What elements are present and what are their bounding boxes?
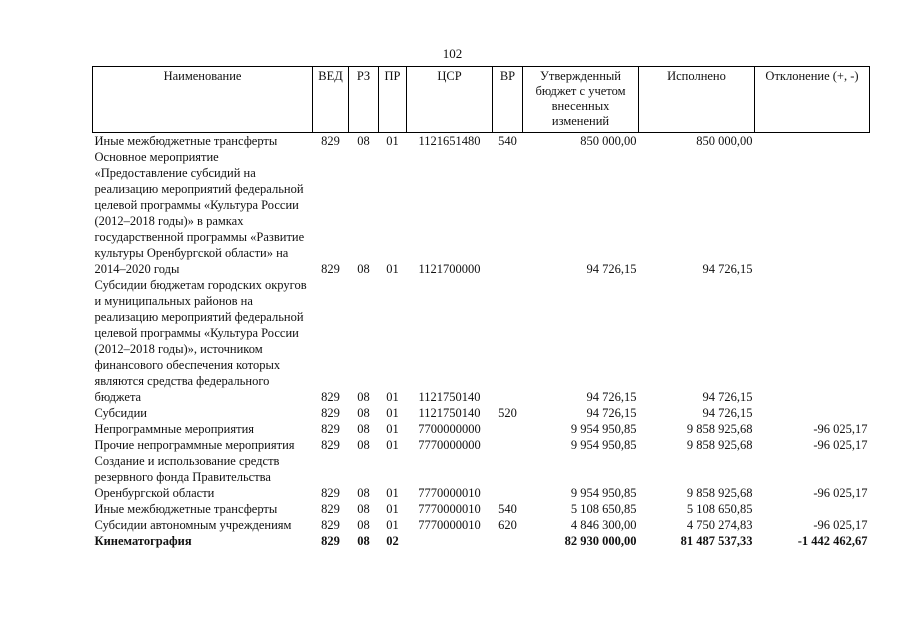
cell-approved: 94 726,15 <box>586 406 637 420</box>
cell-deviation <box>755 277 870 405</box>
table-row <box>93 533 870 549</box>
header-approved: Утвержденный бюджет с учетом внесенных изменений <box>523 67 639 133</box>
header-name: Наименование <box>93 67 313 133</box>
cell-approved: 5 108 650,85 <box>570 502 637 516</box>
cell-pr: 02 <box>386 534 399 548</box>
cell-rz: 08 <box>357 422 370 436</box>
cell-executed: 9 858 925,68 <box>686 438 753 452</box>
cell-approved: 9 954 950,85 <box>570 486 637 500</box>
header-row <box>93 67 870 133</box>
cell-name: Иные межбюджетные трансферты <box>94 502 278 516</box>
header-csr: ЦСР <box>407 67 493 133</box>
cell-approved: 4 846 300,00 <box>570 518 637 532</box>
cell-ved: 829 <box>321 534 340 548</box>
cell-vr <box>493 437 523 453</box>
cell-vr <box>493 533 523 549</box>
cell-approved: 9 954 950,85 <box>570 422 637 436</box>
cell-ved: 829 <box>321 438 340 452</box>
table-body <box>93 133 870 550</box>
cell-ved: 829 <box>321 486 340 500</box>
table-row <box>93 437 870 453</box>
cell-name: Иные межбюджетные трансферты <box>94 134 278 148</box>
cell-csr: 1121750140 <box>418 406 481 420</box>
cell-vr <box>493 277 523 405</box>
cell-csr: 7770000000 <box>418 438 481 452</box>
cell-rz: 08 <box>357 438 370 452</box>
cell-csr: 7770000010 <box>418 486 481 500</box>
header-rz: РЗ <box>349 67 379 133</box>
cell-name: Субсидии <box>94 406 147 420</box>
cell-rz: 08 <box>357 486 370 500</box>
cell-csr: 7700000000 <box>418 422 481 436</box>
cell-ved: 829 <box>321 262 340 276</box>
cell-deviation: -96 025,17 <box>813 438 868 452</box>
cell-csr <box>407 533 493 549</box>
cell-pr: 01 <box>386 486 399 500</box>
cell-deviation: -96 025,17 <box>813 518 868 532</box>
cell-executed: 5 108 650,85 <box>686 502 753 516</box>
cell-vr: 540 <box>498 502 517 516</box>
table-row <box>93 149 870 277</box>
table-row <box>93 453 870 501</box>
header-ved: ВЕД <box>313 67 349 133</box>
cell-deviation <box>755 133 870 150</box>
cell-rz: 08 <box>357 534 370 548</box>
cell-pr: 01 <box>386 406 399 420</box>
cell-vr: 520 <box>498 406 517 420</box>
cell-csr: 7770000010 <box>418 518 481 532</box>
table-row <box>93 277 870 405</box>
cell-rz: 08 <box>357 390 370 404</box>
cell-executed: 94 726,15 <box>702 390 753 404</box>
cell-csr: 7770000010 <box>418 502 481 516</box>
cell-executed: 9 858 925,68 <box>686 422 753 436</box>
cell-approved: 94 726,15 <box>586 262 637 276</box>
table-row <box>93 405 870 421</box>
cell-vr: 620 <box>498 518 517 532</box>
cell-executed: 94 726,15 <box>702 406 753 420</box>
cell-ved: 829 <box>321 134 340 148</box>
cell-ved: 829 <box>321 422 340 436</box>
cell-executed: 81 487 537,33 <box>680 534 753 548</box>
table-row <box>93 421 870 437</box>
header-deviation: Отклонение (+, -) <box>755 67 870 133</box>
budget-table <box>92 66 870 549</box>
cell-deviation <box>755 501 870 517</box>
cell-executed: 4 750 274,83 <box>686 518 753 532</box>
cell-name: Субсидии автономным учреждениям <box>94 518 292 532</box>
cell-ved: 829 <box>321 502 340 516</box>
cell-pr: 01 <box>386 502 399 516</box>
cell-pr: 01 <box>386 262 399 276</box>
cell-csr: 1121750140 <box>418 390 481 404</box>
cell-pr: 01 <box>386 438 399 452</box>
cell-approved: 850 000,00 <box>580 134 637 148</box>
cell-name: Основное мероприятие «Предоставление субсидий на реализацию мероприятий федеральной целевой программы «Культура России (2012–2018 годы)» в рамках государственной программы «Развитие культуры Оренбургской области» на 2014–2020 годы <box>94 150 305 276</box>
cell-pr: 01 <box>386 390 399 404</box>
cell-name: Кинематография <box>94 534 192 548</box>
cell-vr <box>493 421 523 437</box>
cell-vr: 540 <box>498 134 517 148</box>
cell-vr <box>493 453 523 501</box>
cell-approved: 9 954 950,85 <box>570 438 637 452</box>
cell-pr: 01 <box>386 518 399 532</box>
cell-rz: 08 <box>357 134 370 148</box>
cell-deviation: -96 025,17 <box>813 486 868 500</box>
table-row <box>93 517 870 533</box>
cell-deviation <box>755 149 870 277</box>
cell-csr: 1121700000 <box>418 262 481 276</box>
cell-approved: 82 930 000,00 <box>564 534 637 548</box>
header-pr: ПР <box>379 67 407 133</box>
cell-rz: 08 <box>357 406 370 420</box>
cell-executed: 9 858 925,68 <box>686 486 753 500</box>
cell-rz: 08 <box>357 502 370 516</box>
cell-name: Создание и использование средств резервного фонда Правительства Оренбургской области <box>94 454 280 500</box>
header-vr: ВР <box>493 67 523 133</box>
page-number: 102 <box>442 46 463 61</box>
cell-executed: 850 000,00 <box>696 134 753 148</box>
cell-approved: 94 726,15 <box>586 390 637 404</box>
cell-rz: 08 <box>357 262 370 276</box>
cell-deviation: -96 025,17 <box>813 422 868 436</box>
table-row <box>93 501 870 517</box>
cell-ved: 829 <box>321 518 340 532</box>
cell-vr <box>493 149 523 277</box>
cell-rz: 08 <box>357 518 370 532</box>
cell-csr: 1121651480 <box>418 134 481 148</box>
cell-name: Непрограммные мероприятия <box>94 422 255 436</box>
cell-pr: 01 <box>386 422 399 436</box>
cell-name: Субсидии бюджетам городских округов и муниципальных районов на реализацию мероприятий федеральной целевой программы «Культура России (2012–2018 годы)», источником финансового обеспечения которых являются средства федерального бюджета <box>94 278 307 404</box>
cell-deviation: -1 442 462,67 <box>797 534 868 548</box>
cell-name: Прочие непрограммные мероприятия <box>94 438 295 452</box>
cell-pr: 01 <box>386 134 399 148</box>
cell-executed: 94 726,15 <box>702 262 753 276</box>
cell-ved: 829 <box>321 406 340 420</box>
cell-ved: 829 <box>321 390 340 404</box>
cell-deviation <box>755 405 870 421</box>
header-executed: Исполнено <box>639 67 755 133</box>
table-row <box>93 133 870 150</box>
